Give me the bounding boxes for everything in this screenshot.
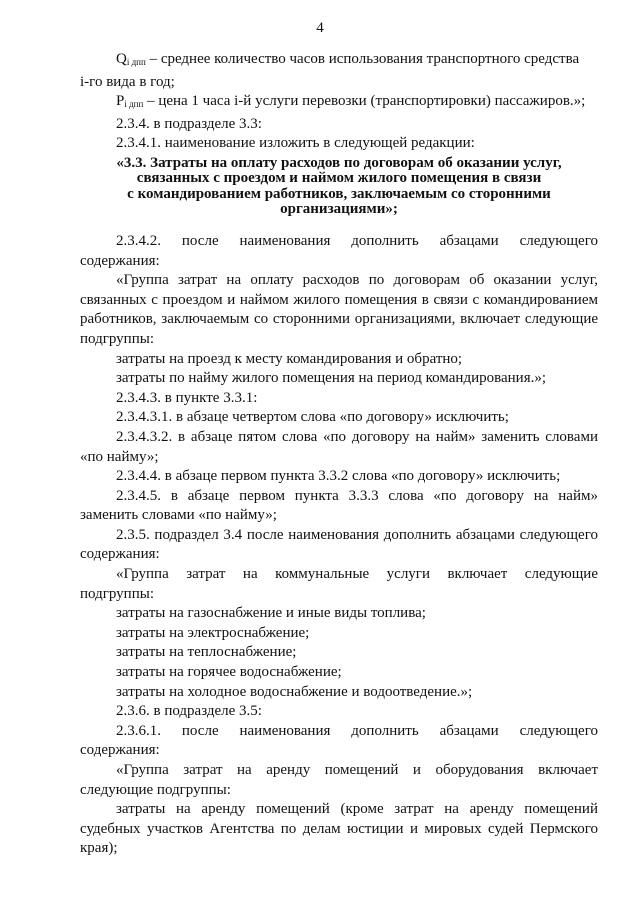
paragraph-line: подгруппы: <box>80 330 154 347</box>
paragraph-line: края); <box>80 840 118 857</box>
paragraph-line: «Группа затрат на аренду помещений и оборудования включает <box>116 762 598 778</box>
paragraph: затраты на газоснабжение и иные виды топлива; <box>116 605 426 622</box>
symbol-q: Q <box>116 51 127 67</box>
paragraph-line: содержания: <box>80 742 160 759</box>
paragraph-line: содержания: <box>80 546 160 563</box>
paragraph: 2.3.4.4. в абзаце первом пункта 3.3.2 слова «по договору» исключить; <box>116 468 561 485</box>
paragraph-line: 2.3.6.1. после наименования дополнить абзацами следующего <box>116 722 598 739</box>
paragraph: 2.3.4.3. в пункте 3.3.1: <box>116 389 258 406</box>
paragraph: затраты на проезд к месту командирования и обратно; <box>116 350 463 367</box>
page-number: 4 <box>316 20 324 36</box>
paragraph-line: 2.3.4.2. после наименования дополнить абзацами следующего <box>116 232 598 249</box>
paragraph: затраты на электроснабжение; <box>116 624 310 641</box>
paragraph-p-definition <box>80 92 598 115</box>
paragraph: 2.3.4.1. наименование изложить в следующей редакции: <box>116 135 475 152</box>
document-body <box>80 50 598 859</box>
paragraph-line: «по найму»; <box>80 448 159 465</box>
heading-line: с командированием работников, заключаемым со сторонними <box>127 185 551 202</box>
symbol-p: P <box>116 93 125 110</box>
paragraph-line: следующие подгруппы: <box>80 781 231 798</box>
paragraph-line: заменить словами «по найму»; <box>80 507 277 524</box>
paragraph-q-definition <box>80 50 598 73</box>
paragraph-line: 2.3.4.3.2. в абзаце пятом слова «по договору на найм» заменить словами <box>116 428 598 445</box>
paragraph-line: работников, заключаемым со сторонними организациями, включает следующие <box>80 311 598 328</box>
paragraph: затраты на холодное водоснабжение и водоотведение.»; <box>116 683 473 700</box>
heading-line: организациями»; <box>280 201 398 218</box>
paragraph: затраты на теплоснабжение; <box>116 644 297 661</box>
text: – цена 1 часа i-й услуги перевозки (транспортировки) пассажиров.»; <box>143 93 586 110</box>
paragraph-line: связанных с проездом и наймом жилого помещения в связи с командированием <box>80 291 598 308</box>
subscript-q: i дпп <box>126 57 146 67</box>
paragraph-line: 2.3.4.5. в абзаце первом пункта 3.3.3 слова «по договору на найм» <box>116 487 598 504</box>
paragraph: 2.3.4. в подразделе 3.3: <box>116 115 262 132</box>
section-heading <box>80 156 598 218</box>
paragraph-line: «Группа затрат на коммунальные услуги включает следующие <box>116 566 598 583</box>
paragraph: 2.3.4.3.1. в абзаце четвертом слова «по договору» исключить; <box>116 409 509 426</box>
paragraph-line: 2.3.5. подраздел 3.4 после наименования дополнить абзацами следующего <box>116 526 598 543</box>
heading-line: связанных с проездом и наймом жилого помещения в связи <box>136 170 542 187</box>
text: – среднее количество часов использования транспортного средства <box>145 51 580 67</box>
paragraph-line: судебных участков Агентства по делам юстиции и мировых судей Пермского <box>80 820 598 837</box>
paragraph-line: содержания: <box>80 252 160 269</box>
text-line: i-го вида в год; <box>80 73 175 90</box>
paragraph: 2.3.6. в подразделе 3.5: <box>116 703 262 720</box>
paragraph-line: подгруппы: <box>80 585 154 602</box>
paragraph: затраты на горячее водоснабжение; <box>116 664 342 681</box>
paragraph-line: затраты на аренду помещений (кроме затрат на аренду помещений <box>116 801 598 818</box>
heading-line: «3.3. Затраты на оплату расходов по договорам об оказании услуг, <box>116 154 562 171</box>
paragraph-line: «Группа затрат на оплату расходов по договорам об оказании услуг, <box>116 272 598 289</box>
subscript-p: i дпп <box>124 99 144 110</box>
paragraph: затраты по найму жилого помещения на период командирования.»; <box>116 370 547 387</box>
